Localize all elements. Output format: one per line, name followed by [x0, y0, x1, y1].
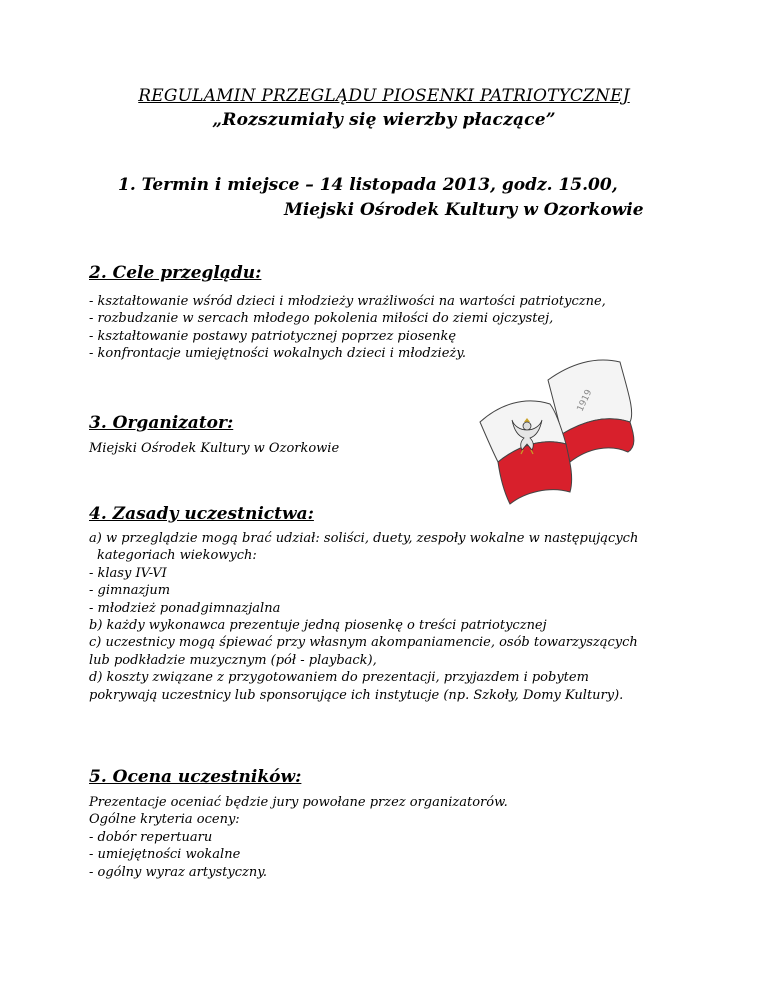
- list-item: b) każdy wykonawca prezentuje jedną piosenkę o treści patriotycznej: [89, 618, 547, 634]
- rules-list: [89, 530, 638, 704]
- organizer-heading: 3. Organizator:: [89, 413, 234, 433]
- rules-heading: 4. Zasady uczestnictwa:: [89, 504, 314, 524]
- list-item: - rozbudzanie w sercach młodego pokolenia miłości do ziemi ojczystej,: [89, 311, 554, 327]
- list-item: lub podkładzie muzycznym (pół - playback),: [89, 652, 377, 668]
- document-title: REGULAMIN PRZEGLĄDU PIOSENKI PATRIOTYCZNEJ: [138, 86, 630, 106]
- list-item: - kształtowanie postawy patriotycznej poprzez piosenkę: [89, 328, 457, 344]
- polish-flag-illustration: [470, 352, 640, 512]
- goals-heading: 2. Cele przeglądu:: [89, 263, 262, 283]
- list-item: - kształtowanie wśród dzieci i młodzieży wrażliwości na wartości patriotyczne,: [89, 294, 606, 309]
- list-item: d) koszty związane z przygotowaniem do prezentacji, przyjazdem i pobytem: [89, 670, 589, 686]
- list-item: - gimnazjum: [89, 583, 171, 599]
- list-item: - młodzież ponadgimnazjalna: [89, 600, 281, 616]
- list-item: a) w przeglądzie mogą brać udział: soliści, duety, zespoły wokalne w następujących: [89, 531, 639, 546]
- term-line-2: Miejski Ośrodek Kultury w Ozorkowie: [284, 200, 644, 220]
- list-item: kategoriach wiekowych:: [97, 548, 257, 564]
- list-item: - konfrontacje umiejętności wokalnych dzieci i młodzieży.: [89, 346, 466, 362]
- organizer-text: [89, 440, 339, 457]
- list-item: c) uczestnicy mogą śpiewać przy własnym akompaniamencie, osób towarzyszących: [89, 635, 638, 651]
- evaluation-heading: 5. Ocena uczestników:: [89, 767, 302, 787]
- evaluation-list: [89, 794, 508, 881]
- term-line-1: 1. Termin i miejsce – 14 listopada 2013, godz. 15.00,: [118, 175, 618, 195]
- list-item: Miejski Ośrodek Kultury w Ozorkowie: [89, 441, 340, 456]
- list-item: pokrywają uczestnicy lub sponsorujące ich instytucje (np. Szkoły, Domy Kultury).: [89, 687, 624, 703]
- list-item: - klasy IV-VI: [89, 565, 167, 581]
- list-item: - ogólny wyraz artystyczny.: [89, 864, 267, 880]
- list-item: - dobór repertuaru: [89, 829, 213, 845]
- list-item: Ogólne kryteria oceny:: [89, 812, 240, 828]
- list-item: - umiejętności wokalne: [89, 847, 241, 863]
- list-item: Prezentacje oceniać będzie jury powołane przez organizatorów.: [89, 795, 508, 810]
- flag-year-text: 1919: [575, 388, 595, 414]
- document-subtitle: „Rozszumiały się wierzby płaczące”: [212, 110, 556, 130]
